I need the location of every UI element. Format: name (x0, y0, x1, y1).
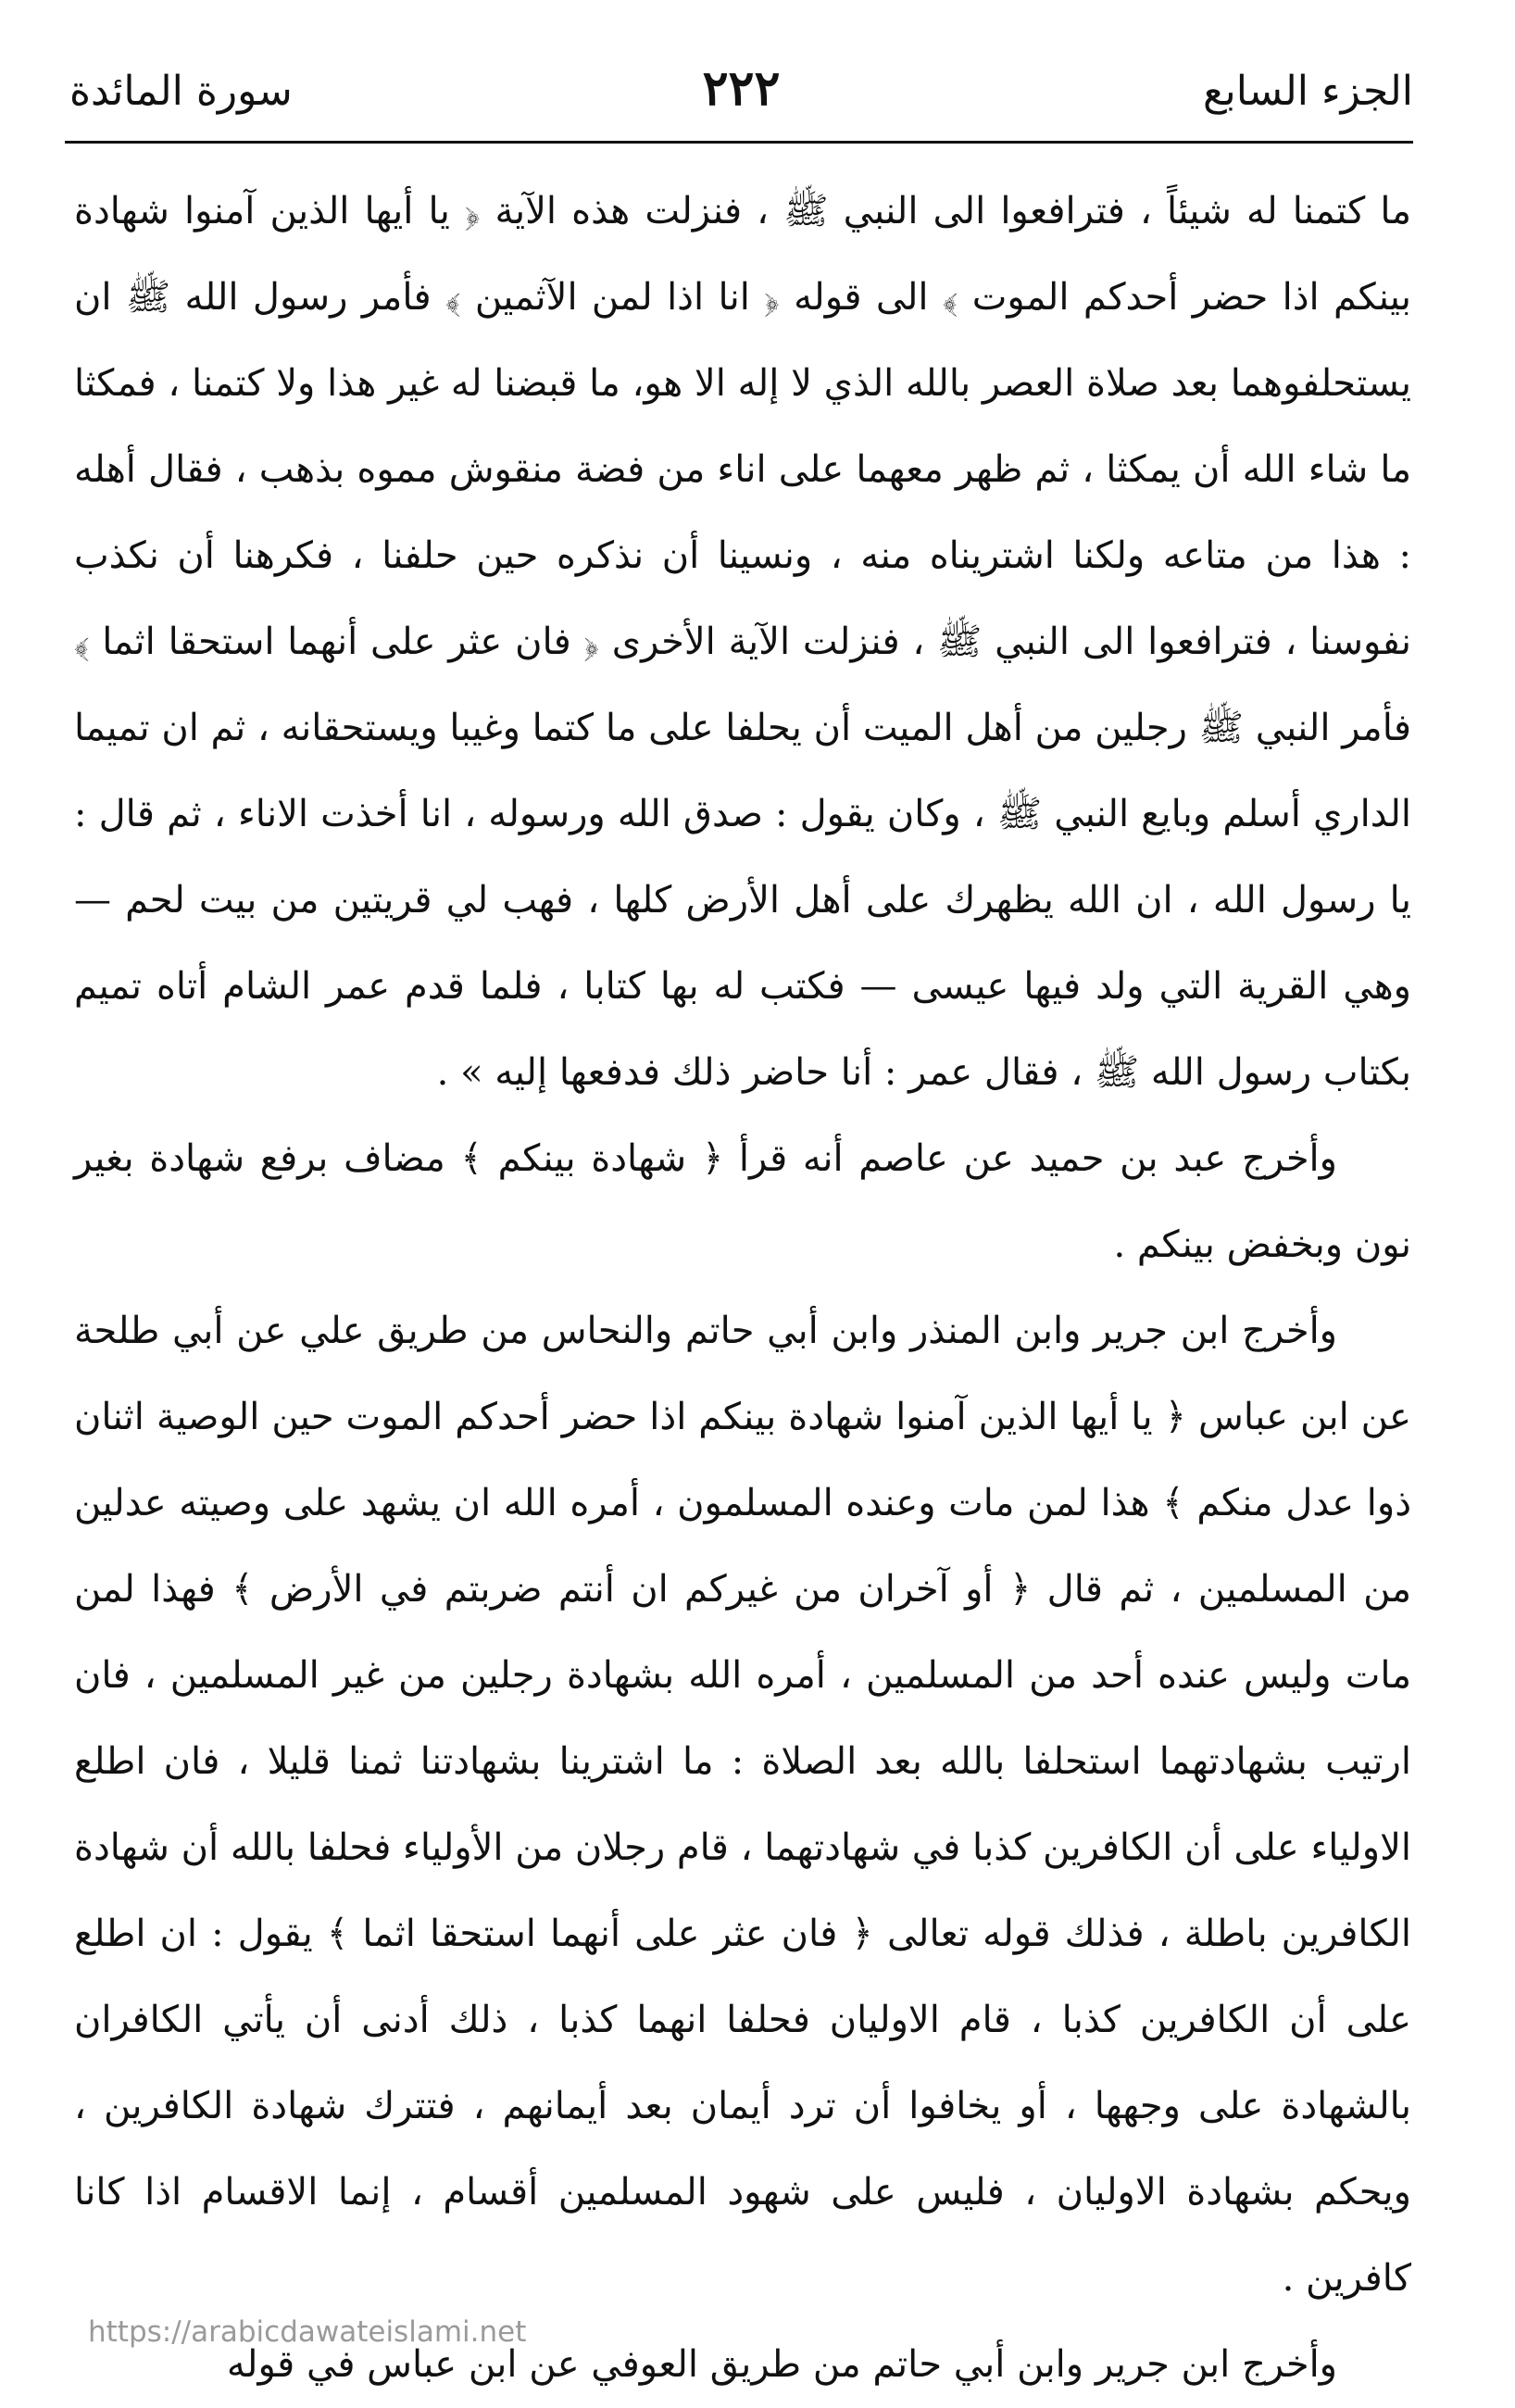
paragraph-abd-bin-humaid: وأخرج عبد بن حميد عن عاصم أنه قرأ ﴿ شهادة بينكم ﴾ مضاف برفع شهادة بغير نون وبخفض بينكم . (74, 1137, 1411, 1266)
paragraph-continuation: ما كتمنا له شيئاً ، فترافعوا الى النبي ﷺ ، فنزلت هذه الآية ﴿ يا أيها الذين آمنوا شهادة بينكم اذا حضر أحدكم الموت ﴾ الى قوله ﴿ انا اذا لمن الآثمين ﴾ فأمر رسول الله ﷺ ان يستحلفوهما بعد صلاة العصر بالله الذي لا إله الا هو، ما قبضنا له غير هذا ولا كتمنا ، فمكثا ما شاء الله أن يمكثا ، ثم ظهر معهما على اناء من فضة منقوش مموه بذهب ، فقال أهله : هذا من متاعه ولكنا اشتريناه منه ، ونسينا أن نذكره حين حلفنا ، فكرهنا أن نكذب نفوسنا ، فترافعوا الى النبي ﷺ ، فنزلت الآية الأخرى ﴿ فان عثر على أنهما استحقا اثما ﴾ فأمر النبي ﷺ رجلين من أهل الميت أن يحلفا على ما كتما وغيبا ويستحقانه ، ثم ان تميما الداري أسلم وبايع النبي ﷺ ، وكان يقول : صدق الله ورسوله ، انا أخذت الاناء ، ثم قال : يا رسول الله ، ان الله يظهرك على أهل الأرض كلها ، فهب لي قريتين من بيت لحم — وهي القرية التي ولد فيها عيسى — فكتب له بها كتابا ، فلما قدم عمر الشام أتاه تميم بكتاب رسول الله ﷺ ، فقال عمر : أنا حاضر ذلك فدفعها إليه » . (74, 190, 1412, 1094)
page-header (69, 51, 1413, 139)
part-title: الجزء السابع (1203, 68, 1413, 115)
paragraph-ibn-jarir-ibn-abbas: وأخرج ابن جرير وابن المنذر وابن أبي حاتم والنحاس من طريق علي عن أبي طلحة عن ابن عباس ﴿ يا أيها الذين آمنوا شهادة بينكم اذا حضر أحدكم الموت حين الوصية اثنان ذوا عدل منكم ﴾ هذا لمن مات وعنده المسلمون ، أمره الله ان يشهد على وصيته عدلين من المسلمين ، ثم قال ﴿ أو آخران من غيركم ان أنتم ضربتم في الأرض ﴾ فهذا لمن مات وليس عنده أحد من المسلمين ، أمره الله بشهادة رجلين من غير المسلمين ، فان ارتيب بشهادتهما استحلفا بالله بعد الصلاة : ما اشترينا بشهادتنا ثمنا قليلا ، فان اطلع الاولياء على أن الكافرين كذبا في شهادتهما ، قام رجلان من الأولياء فحلفا بالله أن شهادة الكافرين باطلة ، فذلك قوله تعالى ﴿ فان عثر على أنهما استحقا اثما ﴾ يقول : ان اطلع على أن الكافرين كذبا ، قام الاوليان فحلفا انهما كذبا ، ذلك أدنى أن يأتي الكافران بالشهادة على وجهها ، أو يخافوا أن ترد أيمان بعد أيمانهم ، فتترك شهادة الكافرين ، ويحكم بشهادة الاوليان ، فليس على شهود المسلمين أقسام ، إنما الاقسام اذا كانا كافرين . (73, 1310, 1411, 2300)
page-number: ٢٢٢ (702, 60, 781, 117)
paragraph-ibn-jarir-awfi: وأخرج ابن جرير وابن أبي حاتم من طريق العوفي عن ابن عباس في قوله (226, 2343, 1337, 2386)
surah-title: سورة المائدة (69, 68, 293, 115)
header-divider (65, 141, 1413, 144)
watermark-url: https://arabicdawateislami.net (88, 2315, 527, 2349)
